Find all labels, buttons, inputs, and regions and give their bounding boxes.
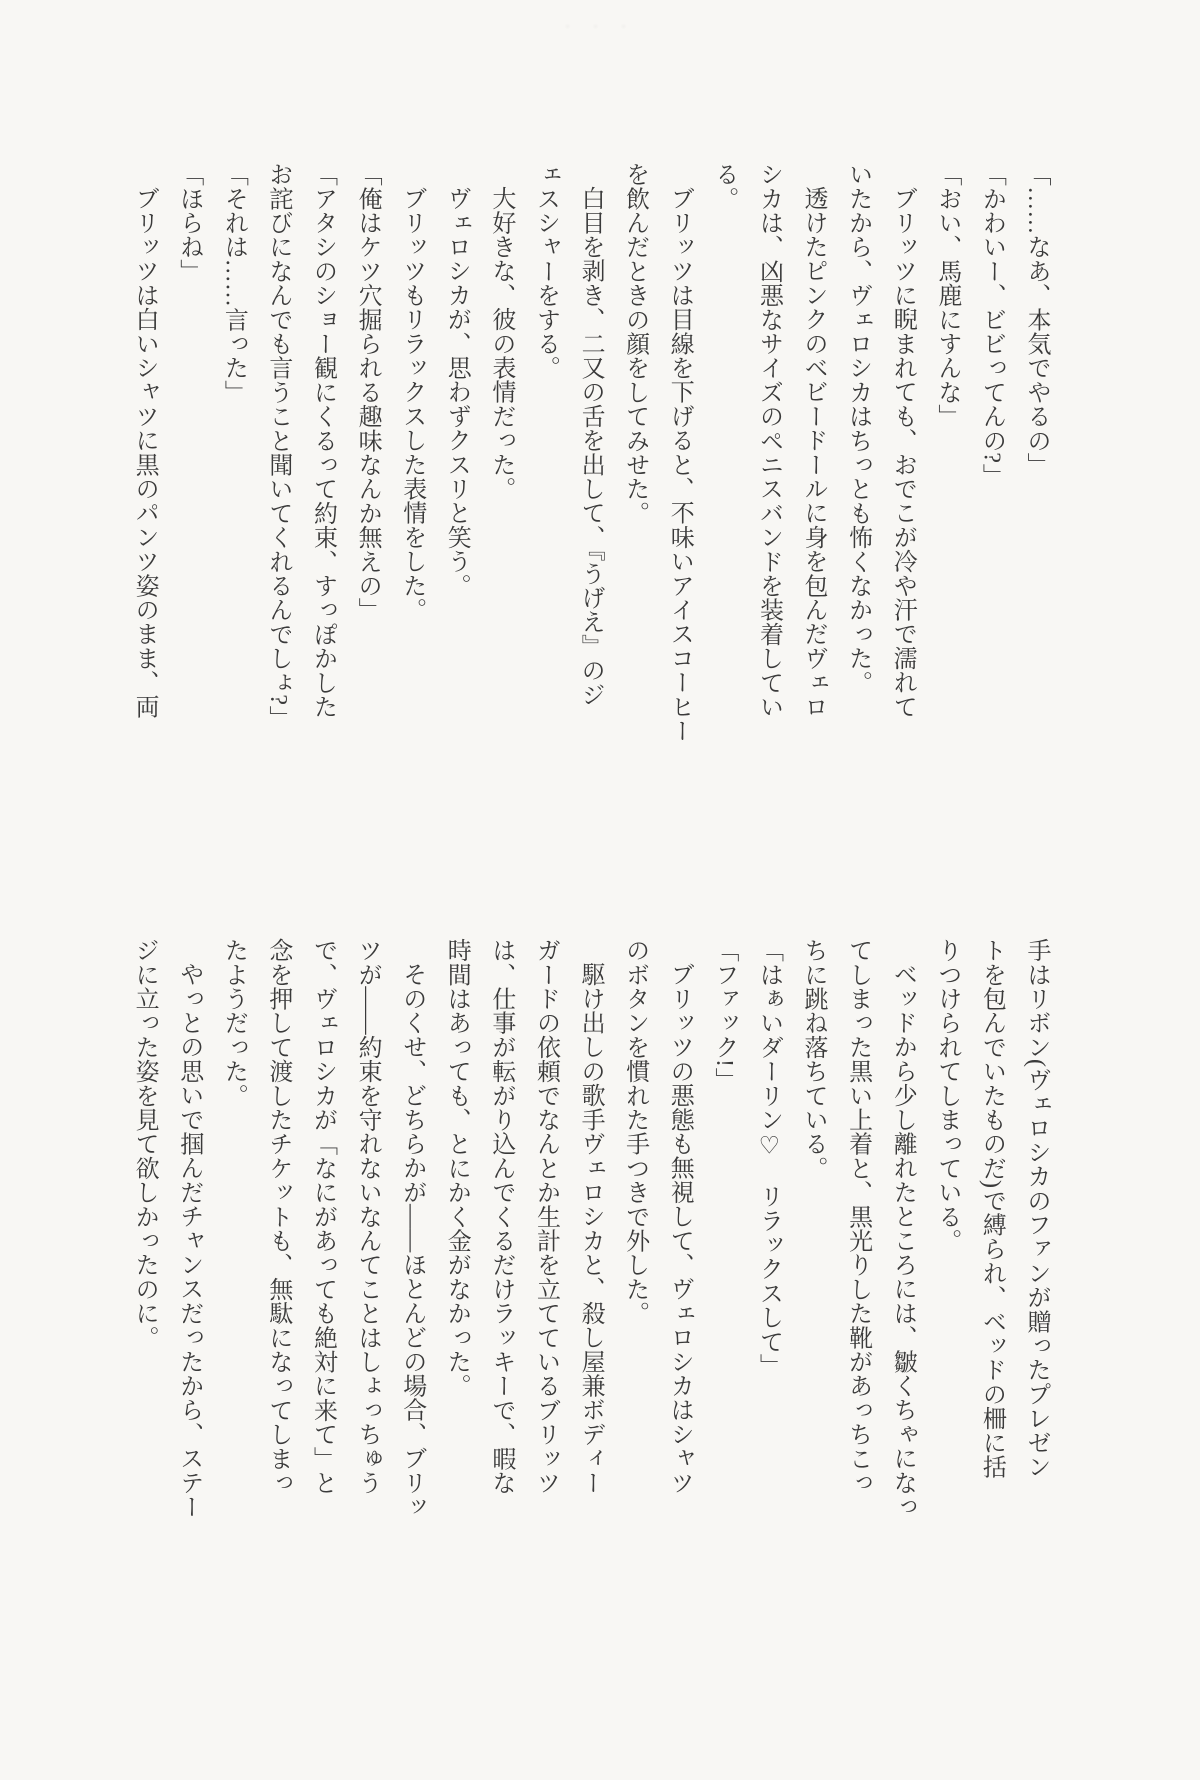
text-line: 「それは……言った」 bbox=[220, 162, 247, 404]
text-line: 「おい、馬鹿にすんな」 bbox=[933, 162, 960, 429]
text-line: 念を押して渡したチケットも、無駄になってしまっ bbox=[264, 938, 291, 1495]
text-line: シカは、凶悪なサイズのペニスバンドを装着してい bbox=[755, 162, 782, 719]
text-line: やっとの思いで掴んだチャンスだったから、ステー bbox=[175, 962, 202, 1519]
text-line: 「俺はケツ穴掘られる趣味なんか無えの」 bbox=[354, 162, 381, 622]
text-line: 透けたピンクのベビードールに身を包んだヴェロ bbox=[800, 186, 827, 719]
text-line: で、ヴェロシカが「なにがあっても絶対に来て」と bbox=[309, 938, 336, 1495]
text-line: ガードの依頼でなんとか生計を立てているブリッツ bbox=[532, 938, 559, 1495]
text-line: ベッドから少し離れたところには、皺くちゃになっ bbox=[889, 962, 916, 1519]
text-line: たようだった。 bbox=[220, 938, 247, 1108]
text-line: 「ファック!」 bbox=[710, 938, 737, 1092]
text-line: ブリッツもリラックスした表情をした。 bbox=[398, 186, 425, 622]
text-line: を飲んだときの顔をしてみせた。 bbox=[621, 162, 648, 525]
text-line: のボタンを慣れた手つきで外した。 bbox=[621, 938, 648, 1326]
text-line: 「……なあ、本気でやるの」 bbox=[1023, 162, 1049, 477]
text-line: ジに立った姿を見て欲しかったのに。 bbox=[131, 938, 158, 1350]
text-line: そのくせ、どちらかが――ほとんどの場合、ブリッ bbox=[398, 962, 425, 1519]
top-block bbox=[122, 162, 1058, 762]
text-line: 「かわいー、ビビってんの?」 bbox=[978, 162, 1005, 488]
text-line: お詫びになんでも言うこと聞いてくれるんでしょ?」 bbox=[264, 162, 291, 730]
text-line: ヴェロシカが、思わずクスリと笑う。 bbox=[443, 186, 470, 598]
text-line: は、仕事が転がり込んでくるだけラッキーで、暇な bbox=[487, 938, 514, 1495]
text-line: トを包んでいたものだ)で縛られ、ベッドの柵に括 bbox=[978, 938, 1005, 1479]
text-line: ブリッツは白いシャツに黒のパンツ姿のまま、両 bbox=[131, 186, 158, 719]
text-line: 「はぁいダーリン♡ リラックスして」 bbox=[755, 938, 782, 1378]
text-line: ブリッツは目線を下げると、不味いアイスコーヒー bbox=[666, 186, 693, 743]
text-line: ちに跳ね落ちている。 bbox=[800, 938, 827, 1180]
text-line: る。 bbox=[710, 162, 737, 211]
text-line: 手はリボン(ヴェロシカのファンが贈ったプレゼン bbox=[1023, 938, 1049, 1479]
text-line: てしまった黒い上着と、黒光りした靴があっちこっ bbox=[844, 938, 871, 1495]
text-line: 時間はあっても、とにかく金がなかった。 bbox=[443, 938, 470, 1398]
text-line: ブリッツに睨まれても、おでこが冷や汗で濡れて bbox=[889, 186, 916, 719]
bottom-block bbox=[122, 938, 1058, 1538]
text-line: ツが――約束を守れないなんてことはしょっちゅう bbox=[354, 938, 381, 1495]
text-line: 「アタシのショー観にくるって約束、すっぽかした bbox=[309, 162, 336, 719]
text-line: 「ほらね」 bbox=[175, 162, 202, 283]
text-line: 白目を剥き、二又の舌を出して、『うげえ』のジ bbox=[577, 186, 604, 707]
text-line: 駆け出しの歌手ヴェロシカと、殺し屋兼ボディー bbox=[577, 962, 604, 1495]
text-line: 大好きな、彼の表情だった。 bbox=[487, 186, 514, 501]
text-line: いたから、ヴェロシカはちっとも怖くなかった。 bbox=[844, 162, 871, 695]
scan-artifact: ゛゛゛ bbox=[565, 26, 649, 41]
text-line: りつけられてしまっている。 bbox=[933, 938, 960, 1253]
text-line: ブリッツの悪態も無視して、ヴェロシカはシャツ bbox=[666, 962, 693, 1495]
text-line: ェスシャーをする。 bbox=[532, 162, 559, 380]
